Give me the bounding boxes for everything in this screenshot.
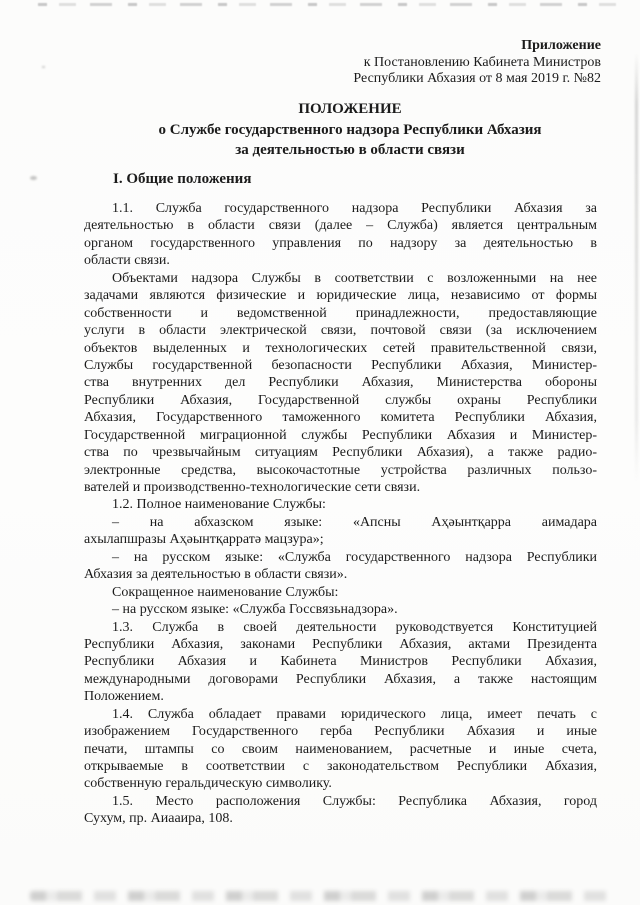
- text-line: 1.3. Служба в своей деятельности руководствуется Конституцией: [112, 619, 597, 635]
- paragraph: [84, 706, 597, 793]
- text-line: органом государственного управления по надзору за деятельностью в: [84, 235, 597, 251]
- title-line: за деятельностью в области связи: [235, 142, 465, 158]
- text-line: деятельностью в области связи (далее – Служба) является центральным: [84, 218, 597, 234]
- title-line: о Службе государственного надзора Республики Абхазия: [158, 121, 542, 138]
- annex-header-line: Республики Абхазия от 8 мая 2019 г. №82: [353, 71, 601, 86]
- text-line: собственности и ведомственной принадлежности, предоставляющие: [84, 305, 597, 321]
- paragraph: [84, 549, 597, 584]
- text-line: – на русском языке: «Служба государственного надзора Республики: [112, 549, 597, 565]
- text-line: Республики Абхазия, Государственной службы охраны Республики: [84, 392, 597, 408]
- paragraph: [84, 514, 597, 549]
- text-line: Сухум, пр. Аиааира, 108.: [84, 811, 233, 827]
- text-line: электронные средства, высокочастотные устройства различных пользо-: [84, 462, 597, 478]
- text-line: собственную геральдическую символику.: [84, 776, 332, 792]
- document-title: [90, 99, 610, 161]
- text-line: открываемые в соответствии с законодательством Республики Абхазия,: [84, 759, 597, 774]
- text-line: Сокращенное наименование Службы:: [112, 584, 339, 600]
- annex-header-line: Приложение: [521, 38, 601, 53]
- text-line: 1.2. Полное наименование Службы:: [112, 497, 326, 513]
- text-line: задачами являются физические и юридические лица, независимо от формы: [84, 288, 597, 304]
- text-line: Положением.: [84, 689, 164, 705]
- text-line: международными договорами Республики Абхазия, а также настоящим: [84, 671, 597, 687]
- paragraph: [84, 496, 597, 513]
- annex-header-block: [353, 38, 601, 88]
- scan-artifact-bottom: [30, 891, 612, 901]
- scan-artifact-top: [38, 3, 622, 6]
- section-heading: I. Общие положения: [113, 171, 252, 187]
- text-line: вателей и производственно-технологические сети связи.: [84, 480, 421, 495]
- text-line: 1.5. Место расположения Службы: Республика Абхазия, город: [112, 793, 597, 809]
- annex-header-line: к Постановлению Кабинета Министров: [363, 54, 601, 70]
- text-line: области связи.: [84, 253, 170, 269]
- paragraph: [84, 584, 597, 601]
- text-line: ства по чрезвычайным ситуациям Республики Абхазия), а также радио-: [84, 445, 597, 461]
- text-line: – на абхазском языке: «Апсны Аҳәынтқарра аимадара: [112, 514, 597, 530]
- title-line: ПОЛОЖЕНИЕ: [298, 101, 402, 117]
- text-line: Государственной миграционной службы Республики Абхазия и Министер-: [84, 427, 597, 443]
- paragraph: [84, 270, 597, 497]
- paragraph: [84, 793, 597, 828]
- text-line: Республики Абхазия, законами Республики Абхазия, актами Президента: [84, 636, 597, 652]
- document-body: [84, 200, 597, 828]
- text-line: ства внутренних дел Республики Абхазия, Министерства обороны: [84, 375, 597, 391]
- text-line: 1.1. Служба государственного надзора Республики Абхазия за: [112, 201, 597, 216]
- text-line: печати, штампы со своим наименованием, расчетные и иные счета,: [84, 741, 597, 757]
- text-line: Республики Абхазия и Кабинета Министров Республики Абхазия,: [84, 654, 597, 670]
- text-line: объектов выделенных и технологических сетей правительственной связи,: [84, 340, 597, 356]
- text-line: Службы государственной безопасности Республики Абхазия, Министер-: [84, 357, 597, 373]
- scan-speck: [30, 176, 37, 180]
- text-line: услуги в области электрической связи, почтовой связи (за исключением: [84, 323, 597, 339]
- paragraph: [84, 200, 597, 270]
- scan-speck: [42, 66, 45, 68]
- paragraph: [84, 601, 597, 618]
- scan-edge-shadow: [635, 52, 638, 482]
- text-line: Абхазия за деятельностью в области связи».: [84, 567, 348, 583]
- text-line: 1.4. Служба обладает правами юридического лица, имеет печать с: [112, 706, 597, 722]
- paragraph: [84, 619, 597, 706]
- text-line: Объектами надзора Службы в соответствии с возложенными на нее: [112, 270, 597, 286]
- text-line: изображением Государственного герба Республики Абхазия и иные: [84, 724, 597, 740]
- text-line: Абхазия, Государственного таможенного комитета Республики Абхазия,: [84, 410, 597, 426]
- text-line: – на русском языке: «Служба Госсвязьнадзора».: [112, 602, 398, 618]
- text-line: ахылапшразы Аҳәынтқарратә мацзура»;: [84, 532, 324, 548]
